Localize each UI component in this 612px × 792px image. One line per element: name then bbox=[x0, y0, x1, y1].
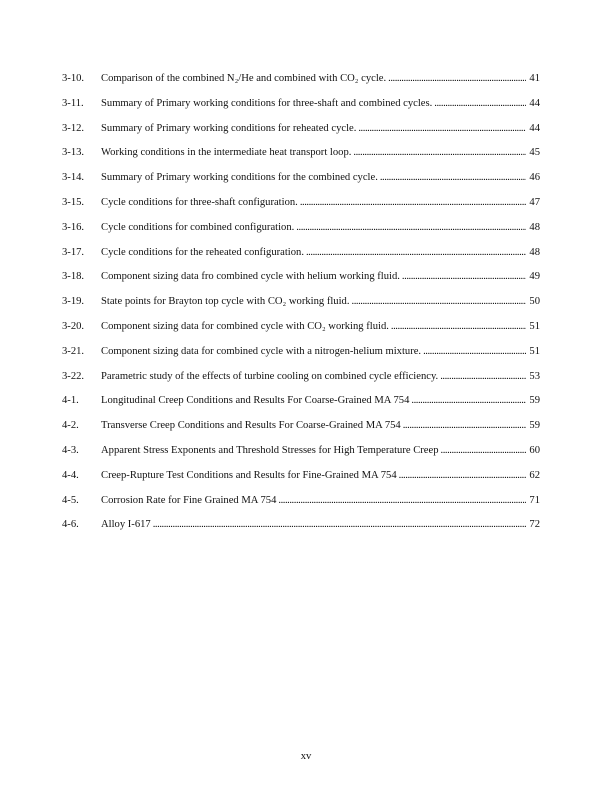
table-number: 3-14. bbox=[62, 172, 85, 184]
table-number: 4-3. bbox=[62, 444, 79, 456]
toc-entry[interactable] bbox=[62, 518, 540, 543]
table-title: Corrosion Rate for Fine Grained MA 754 bbox=[101, 494, 277, 506]
table-title: Parametric study of the effects of turbine cooling on combined cycle efficiency. bbox=[101, 370, 439, 382]
dot-leader bbox=[358, 122, 526, 136]
dot-leader bbox=[441, 444, 527, 458]
page-reference: 72 bbox=[529, 519, 540, 531]
page-reference: 51 bbox=[529, 320, 540, 332]
dot-leader bbox=[402, 270, 526, 284]
toc-entry[interactable] bbox=[62, 171, 540, 196]
dot-leader bbox=[353, 146, 526, 160]
toc-entry[interactable] bbox=[62, 419, 540, 444]
table-title: Comparison of the combined N₂/He and combined with CO₂ cycle. bbox=[101, 73, 387, 84]
table-number: 3-12. bbox=[62, 122, 85, 134]
page-reference: 71 bbox=[529, 494, 540, 506]
table-title: Transverse Creep Conditions and Results For Coarse-Grained MA 754 bbox=[101, 420, 401, 432]
dot-leader bbox=[391, 320, 526, 334]
table-number: 3-22. bbox=[62, 370, 85, 382]
page-reference: 60 bbox=[529, 444, 540, 456]
page-reference: 59 bbox=[529, 420, 540, 432]
table-title: Working conditions in the intermediate heat transport loop. bbox=[101, 147, 352, 159]
toc-entry[interactable] bbox=[62, 221, 540, 246]
table-number: 4-5. bbox=[62, 494, 79, 506]
table-number: 3-18. bbox=[62, 271, 85, 283]
table-title: Component sizing data for combined cycle with CO₂ working fluid. bbox=[101, 320, 389, 332]
table-number: 3-19. bbox=[62, 296, 85, 308]
table-title: Cycle conditions for combined configuration. bbox=[101, 221, 295, 233]
table-title: Alloy I-617 bbox=[101, 519, 151, 531]
table-number: 3-10. bbox=[62, 73, 85, 84]
table-title: Cycle conditions for three-shaft configuration. bbox=[101, 196, 298, 208]
table-title: Summary of Primary working conditions for three-shaft and combined cycles. bbox=[101, 97, 433, 109]
toc-entry[interactable] bbox=[62, 72, 540, 97]
table-title: Component sizing data for combined cycle with a nitrogen-helium mixture. bbox=[101, 345, 422, 357]
dot-leader bbox=[388, 72, 526, 86]
toc-entry[interactable] bbox=[62, 270, 540, 295]
toc-entry[interactable] bbox=[62, 122, 540, 147]
toc-entry[interactable] bbox=[62, 320, 540, 345]
table-number: 3-13. bbox=[62, 147, 85, 159]
page-reference: 45 bbox=[529, 147, 540, 159]
page-number: xv bbox=[300, 751, 312, 762]
toc-entry[interactable] bbox=[62, 295, 540, 320]
toc-entry[interactable] bbox=[62, 469, 540, 494]
dot-leader bbox=[403, 419, 526, 433]
page-reference: 41 bbox=[529, 73, 540, 84]
page-reference: 49 bbox=[529, 271, 540, 283]
table-number: 3-11. bbox=[62, 97, 84, 109]
toc-entry[interactable] bbox=[62, 146, 540, 171]
toc-entry[interactable] bbox=[62, 494, 540, 519]
toc-entry[interactable] bbox=[62, 97, 540, 122]
table-title: Apparent Stress Exponents and Threshold Stresses for High Temperature Creep bbox=[101, 444, 439, 456]
toc-entry[interactable] bbox=[62, 196, 540, 221]
page-reference: 51 bbox=[529, 345, 540, 357]
table-title: Longitudinal Creep Conditions and Results For Coarse-Grained MA 754 bbox=[101, 395, 410, 407]
dot-leader bbox=[411, 394, 526, 408]
table-number: 4-6. bbox=[62, 519, 79, 531]
page-reference: 48 bbox=[529, 221, 540, 233]
dot-leader bbox=[423, 345, 526, 359]
table-title: Cycle conditions for the reheated configuration. bbox=[101, 246, 304, 258]
page-reference: 59 bbox=[529, 395, 540, 407]
table-title: Component sizing data fro combined cycle with helium working fluid. bbox=[101, 271, 400, 283]
toc-entry[interactable] bbox=[62, 370, 540, 395]
toc-entry[interactable] bbox=[62, 394, 540, 419]
page-reference: 62 bbox=[529, 469, 540, 481]
table-number: 4-4. bbox=[62, 469, 79, 481]
table-title: Summary of Primary working conditions for the combined cycle. bbox=[101, 172, 378, 184]
table-number: 3-21. bbox=[62, 345, 85, 357]
table-title: Creep-Rupture Test Conditions and Results for Fine-Grained MA 754 bbox=[101, 469, 397, 481]
table-number: 4-2. bbox=[62, 420, 79, 432]
table-number: 3-20. bbox=[62, 320, 85, 332]
page-reference: 53 bbox=[529, 370, 540, 382]
page-reference: 48 bbox=[529, 246, 540, 258]
page-reference: 44 bbox=[529, 97, 540, 109]
list-of-tables bbox=[62, 72, 540, 543]
page-reference: 50 bbox=[529, 296, 540, 308]
page-reference: 46 bbox=[529, 172, 540, 184]
dot-leader bbox=[440, 370, 526, 384]
table-number: 4-1. bbox=[62, 395, 79, 407]
table-title: State points for Brayton top cycle with CO₂ working fluid. bbox=[101, 296, 350, 308]
toc-entry[interactable] bbox=[62, 246, 540, 271]
dot-leader bbox=[300, 196, 526, 210]
dot-leader bbox=[153, 518, 526, 532]
table-title: Summary of Primary working conditions for reheated cycle. bbox=[101, 122, 357, 134]
dot-leader bbox=[296, 221, 526, 235]
dot-leader bbox=[380, 171, 526, 185]
page-reference: 44 bbox=[529, 122, 540, 134]
dot-leader bbox=[352, 295, 527, 309]
dot-leader bbox=[306, 246, 526, 260]
dot-leader bbox=[278, 494, 526, 508]
page-reference: 47 bbox=[529, 196, 540, 208]
table-number: 3-17. bbox=[62, 246, 85, 258]
table-number: 3-15. bbox=[62, 196, 85, 208]
toc-entry[interactable] bbox=[62, 345, 540, 370]
dot-leader bbox=[434, 97, 526, 111]
table-number: 3-16. bbox=[62, 221, 85, 233]
dot-leader bbox=[399, 469, 526, 483]
toc-entry[interactable] bbox=[62, 444, 540, 469]
